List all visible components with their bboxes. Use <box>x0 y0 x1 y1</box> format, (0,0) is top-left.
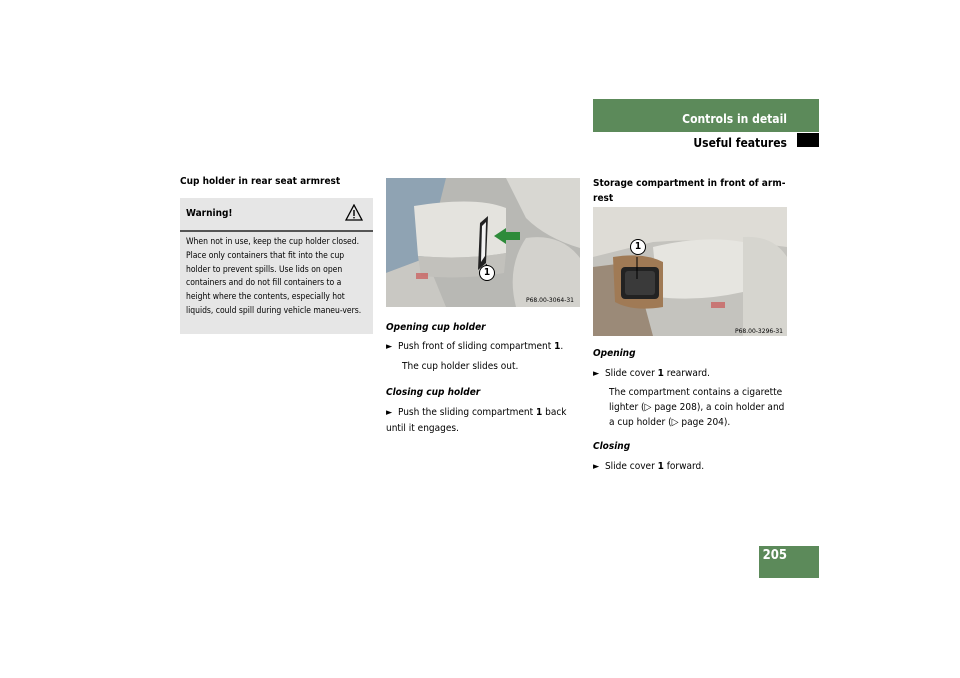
closing-step: ► Push the sliding compartment 1 back until it engages. <box>386 407 567 434</box>
closing-cup-holder-heading: Closing cup holder <box>386 387 481 398</box>
closing-step: ► Slide cover 1 forward. <box>593 461 705 472</box>
warning-divider <box>180 230 373 232</box>
opening-heading: Opening <box>593 348 636 359</box>
opening-cup-holder-heading: Opening cup holder <box>386 322 486 333</box>
closing-heading: Closing <box>593 441 631 452</box>
section-marker <box>797 133 819 147</box>
triangle-bullet-icon: ► <box>386 408 393 418</box>
chapter-title: Controls in detail <box>682 112 787 126</box>
cup-holder-heading: Cup holder in rear seat armrest <box>180 176 341 187</box>
warning-title: Warning! <box>186 208 233 219</box>
photo-callout-1: 1 <box>479 265 495 281</box>
armrest-cup-holder-photo <box>386 178 580 307</box>
warning-triangle-icon <box>345 204 363 222</box>
photo-code: P68.00-3296-31 <box>734 328 783 335</box>
storage-compartment-heading: Storage compartment in front of arm-rest <box>593 178 786 204</box>
triangle-bullet-icon: ► <box>593 462 600 472</box>
opening-step: ► Push front of sliding compartment 1. <box>386 341 564 352</box>
section-title: Useful features <box>693 136 787 150</box>
warning-text: When not in use, keep the cup holder closed. Place only containers that fit into the cup holder to prevent spills. Use lids on open containers and do not fill containers to a height where the contents, especially hot liquids, could spill during vehicle maneu-vers. <box>186 237 362 316</box>
opening-result: The cup holder slides out. <box>402 361 519 372</box>
opening-result: The compartment contains a cigarette lighter (▷ page 208), a coin holder and a cup holder (▷ page 204). <box>609 387 785 428</box>
triangle-bullet-icon: ► <box>593 369 600 379</box>
page-number: 205 <box>762 548 787 563</box>
photo-code: P68.00-3064-31 <box>525 297 574 304</box>
photo-callout-1: 1 <box>630 239 646 255</box>
triangle-bullet-icon: ► <box>386 342 393 352</box>
opening-step: ► Slide cover 1 rearward. <box>593 368 710 379</box>
storage-compartment-photo <box>593 207 787 336</box>
